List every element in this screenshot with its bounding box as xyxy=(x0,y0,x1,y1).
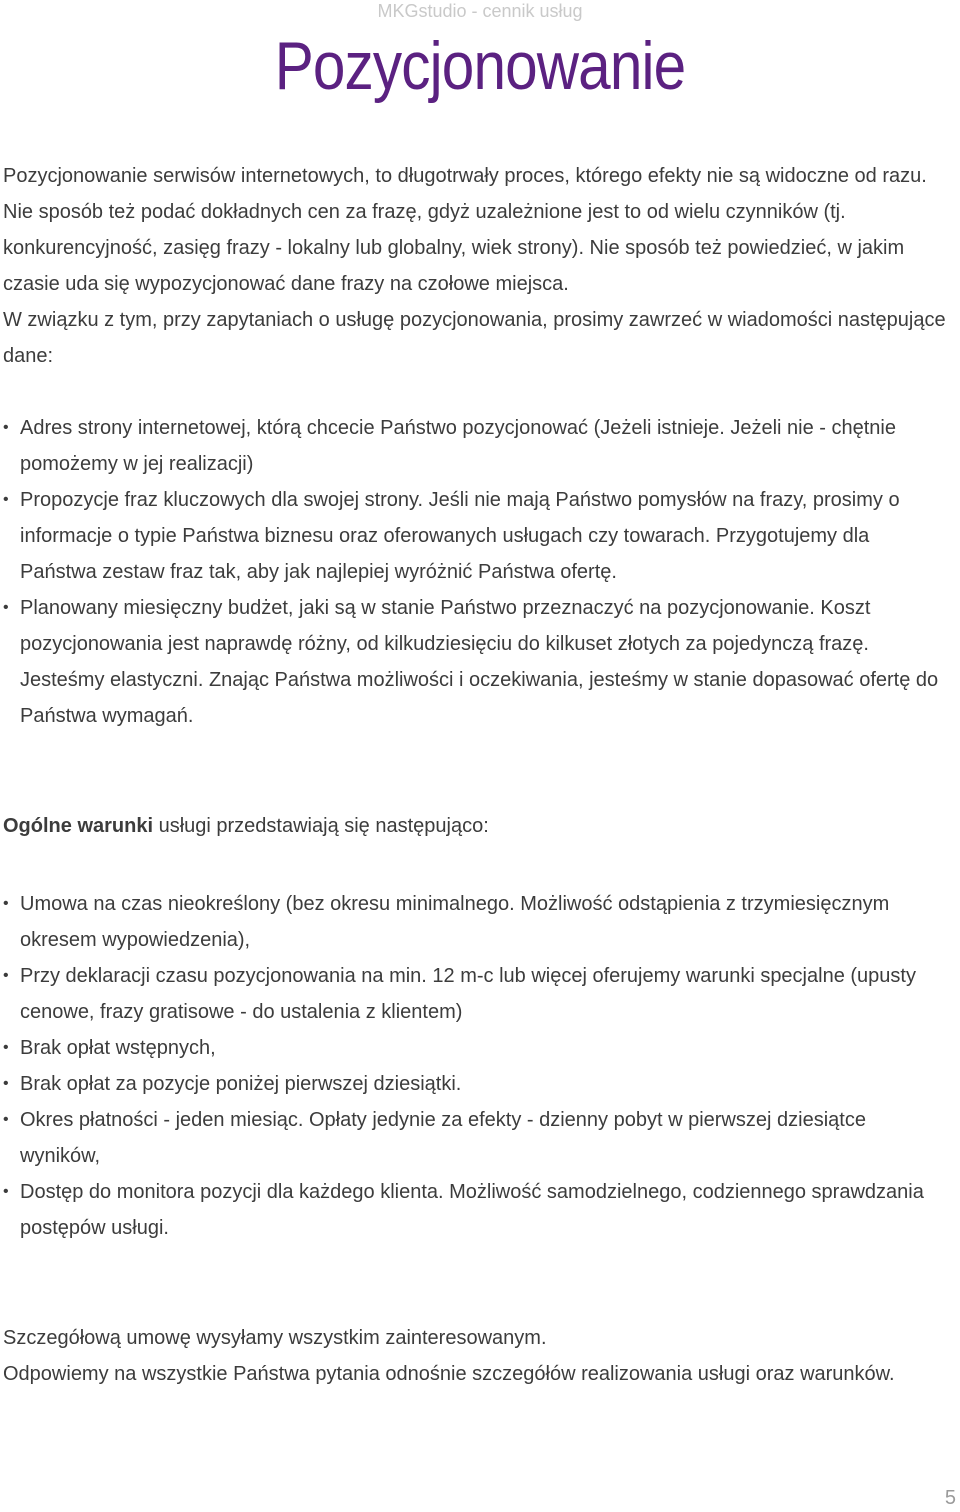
page-number: 5 xyxy=(944,1487,956,1509)
list-item xyxy=(3,1030,948,1066)
bullet-icon: • xyxy=(3,419,9,436)
bullet-icon: • xyxy=(3,895,9,912)
bullet-icon: • xyxy=(3,1075,9,1092)
intro-section xyxy=(3,158,948,374)
list-item-text: Umowa na czas nieokreślony (bez okresu minimalnego. Możliwość odstąpienia z trzymiesięcznym okresem wypowiedzenia), xyxy=(20,893,890,951)
conditions-heading-rest: usługi przedstawiają się następująco: xyxy=(153,815,489,837)
bullet-icon: • xyxy=(3,967,9,984)
requirements-section xyxy=(3,410,948,734)
list-item-text: Adres strony internetowej, którą chcecie Państwo pozycjonować (Jeżeli istnieje. Jeżeli nie - chętnie pomożemy w jej realizacji) xyxy=(20,417,896,475)
requirements-list xyxy=(3,410,948,734)
list-item xyxy=(3,590,948,734)
list-item-text: Planowany miesięczny budżet, jaki są w stanie Państwo przeznaczyć na pozycjonowanie. Koszt pozycjonowania jest naprawdę różny, od kilkudziesięciu do kilkuset złotych za pojedynczą frazę. Jesteśmy elastyczni. Znając Państwa możliwości i oczekiwania, jesteśmy w stanie dopasować ofertę do Państwa wymagań. xyxy=(20,597,939,727)
bullet-icon: • xyxy=(3,491,9,508)
list-item-text: Dostęp do monitora pozycji dla każdego klienta. Możliwość samodzielnego, codziennego sprawdzania postępów usługi. xyxy=(20,1181,924,1239)
conditions-heading-bold: Ogólne warunki xyxy=(3,815,154,837)
list-item-text: Przy deklaracji czasu pozycjonowania na min. 12 m-c lub więcej oferujemy warunki specjalne (upusty cenowe, frazy gratisowe - do ustalenia z klientem) xyxy=(20,965,916,1023)
bullet-icon: • xyxy=(3,1111,9,1128)
closing-line-questions: Odpowiemy na wszystkie Państwa pytania odnośnie szczegółów realizowania usługi oraz warunków. xyxy=(3,1363,895,1385)
list-item-text: Propozycje fraz kluczowych dla swojej strony. Jeśli nie mają Państwo pomysłów na frazy, prosimy o informacje o typie Państwa biznesu oraz oferowanych usługach czy towarach. Przygotujemy dla Państwa zestaw fraz tak, aby jak najlepiej wyróżnić Państwa ofertę. xyxy=(20,489,900,583)
list-item xyxy=(3,886,948,958)
conditions-section xyxy=(3,886,948,1246)
list-item-text: Brak opłat wstępnych, xyxy=(20,1037,216,1059)
conditions-list xyxy=(3,886,948,1246)
intro-paragraph: Pozycjonowanie serwisów internetowych, to długotrwały proces, którego efekty nie są widoczne od razu. Nie sposób też podać dokładnych cen za frazę, gdyż uzależnione jest to od wielu czynników (tj. konkurencyjność, zasięg frazy - lokalny lub globalny, wiek strony). Nie sposób też powiedzieć, w jakim czasie uda się wypozycjonować dane frazy na czołowe miejsca. xyxy=(3,165,927,295)
list-item xyxy=(3,1066,948,1102)
bullet-icon: • xyxy=(3,1039,9,1056)
list-item-text: Okres płatności - jeden miesiąc. Opłaty jedynie za efekty - dzienny pobyt w pierwszej dziesiątce wyników, xyxy=(20,1109,866,1167)
list-item xyxy=(3,1102,948,1174)
header-note: MKGstudio - cennik usług xyxy=(377,1,583,21)
list-item-text: Brak opłat za pozycje poniżej pierwszej dziesiątki. xyxy=(20,1073,462,1095)
list-item xyxy=(3,1174,948,1246)
list-item xyxy=(3,958,948,1030)
bullet-icon: • xyxy=(3,1183,9,1200)
page-title: Pozycjonowanie xyxy=(274,28,686,104)
conditions-heading xyxy=(3,808,948,844)
closing-section xyxy=(3,1320,948,1392)
closing-line-contract: Szczegółową umowę wysyłamy wszystkim zainteresowanym. xyxy=(3,1327,547,1349)
list-item xyxy=(3,410,948,482)
intro-request-paragraph: W związku z tym, przy zapytaniach o usługę pozycjonowania, prosimy zawrzeć w wiadomości następujące dane: xyxy=(3,309,946,367)
bullet-icon: • xyxy=(3,599,9,616)
list-item xyxy=(3,482,948,590)
